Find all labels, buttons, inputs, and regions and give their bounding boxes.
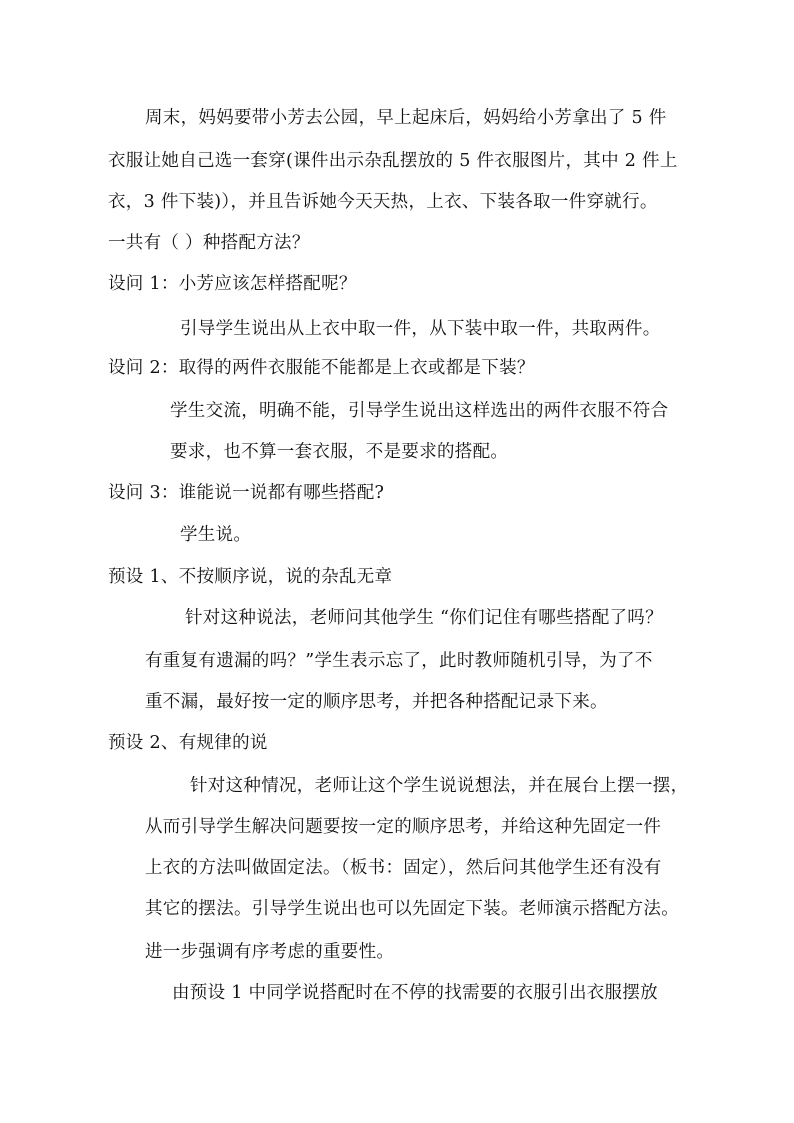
preset-heading: 预设 2、有规律的说 [108,733,268,753]
paragraph-line: 其它的摆法。引导学生说出也可以先固定下装。老师演示搭配方法。 [145,899,679,919]
paragraph-line: 学生说。 [180,525,252,545]
question-heading: 设问 2：取得的两件衣服能不能都是上衣或都是下装？ [108,358,535,378]
paragraph-line: 针对这种情况，老师让这个学生说说想法，并在展台上摆一摆， [190,776,689,796]
paragraph-line: 衣，3 件下装)），并且告诉她今天天热，上衣、下装各取一件穿就行。 [108,192,658,212]
question-heading: 设问 1：小芳应该怎样搭配呢？ [108,274,357,294]
paragraph-line: 引导学生说出从上衣中取一件，从下装中取一件，共取两件。 [180,319,661,339]
paragraph-line: 要求，也不算一套衣服，不是要求的搭配。 [170,442,509,462]
paragraph-line: 上衣的方法叫做固定法。（板书：固定），然后问其他学生还有没有 [145,858,662,878]
question-heading: 设问 3：谁能说一说都有哪些搭配? [108,483,385,503]
preset-heading: 预设 1、不按顺序说，说的杂乱无章 [108,567,393,587]
paragraph-line: 从而引导学生解决问题要按一定的顺序思考，并给这种先固定一件 [145,817,662,837]
paragraph-line: 针对这种说法，老师问其他学生 “你们记住有哪些搭配了吗？ [185,608,663,628]
paragraph-line: 由预设 1 中同学说搭配时在不停的找需要的衣服引出衣服摆放 [172,983,658,1003]
question-line: 一共有（ ）种搭配方法？ [108,233,310,253]
paragraph-line: 周末，妈妈要带小芳去公园，早上起床后，妈妈给小芳拿出了 5 件 [145,108,667,128]
paragraph-line: 进一步强调有序考虑的重要性。 [145,942,395,962]
paragraph-line: 学生交流，明确不能，引导学生说出这样选出的两件衣服不符合 [170,401,669,421]
paragraph-line: 重不漏，最好按一定的顺序思考，并把各种搭配记录下来。 [145,692,608,712]
paragraph-line: 衣服让她自己选一套穿(课件出示杂乱摆放的 5 件衣服图片，其中 2 件上 [108,151,678,171]
paragraph-line: 有重复有遗漏的吗？”学生表示忘了，此时教师随机引导，为了不 [145,651,653,671]
